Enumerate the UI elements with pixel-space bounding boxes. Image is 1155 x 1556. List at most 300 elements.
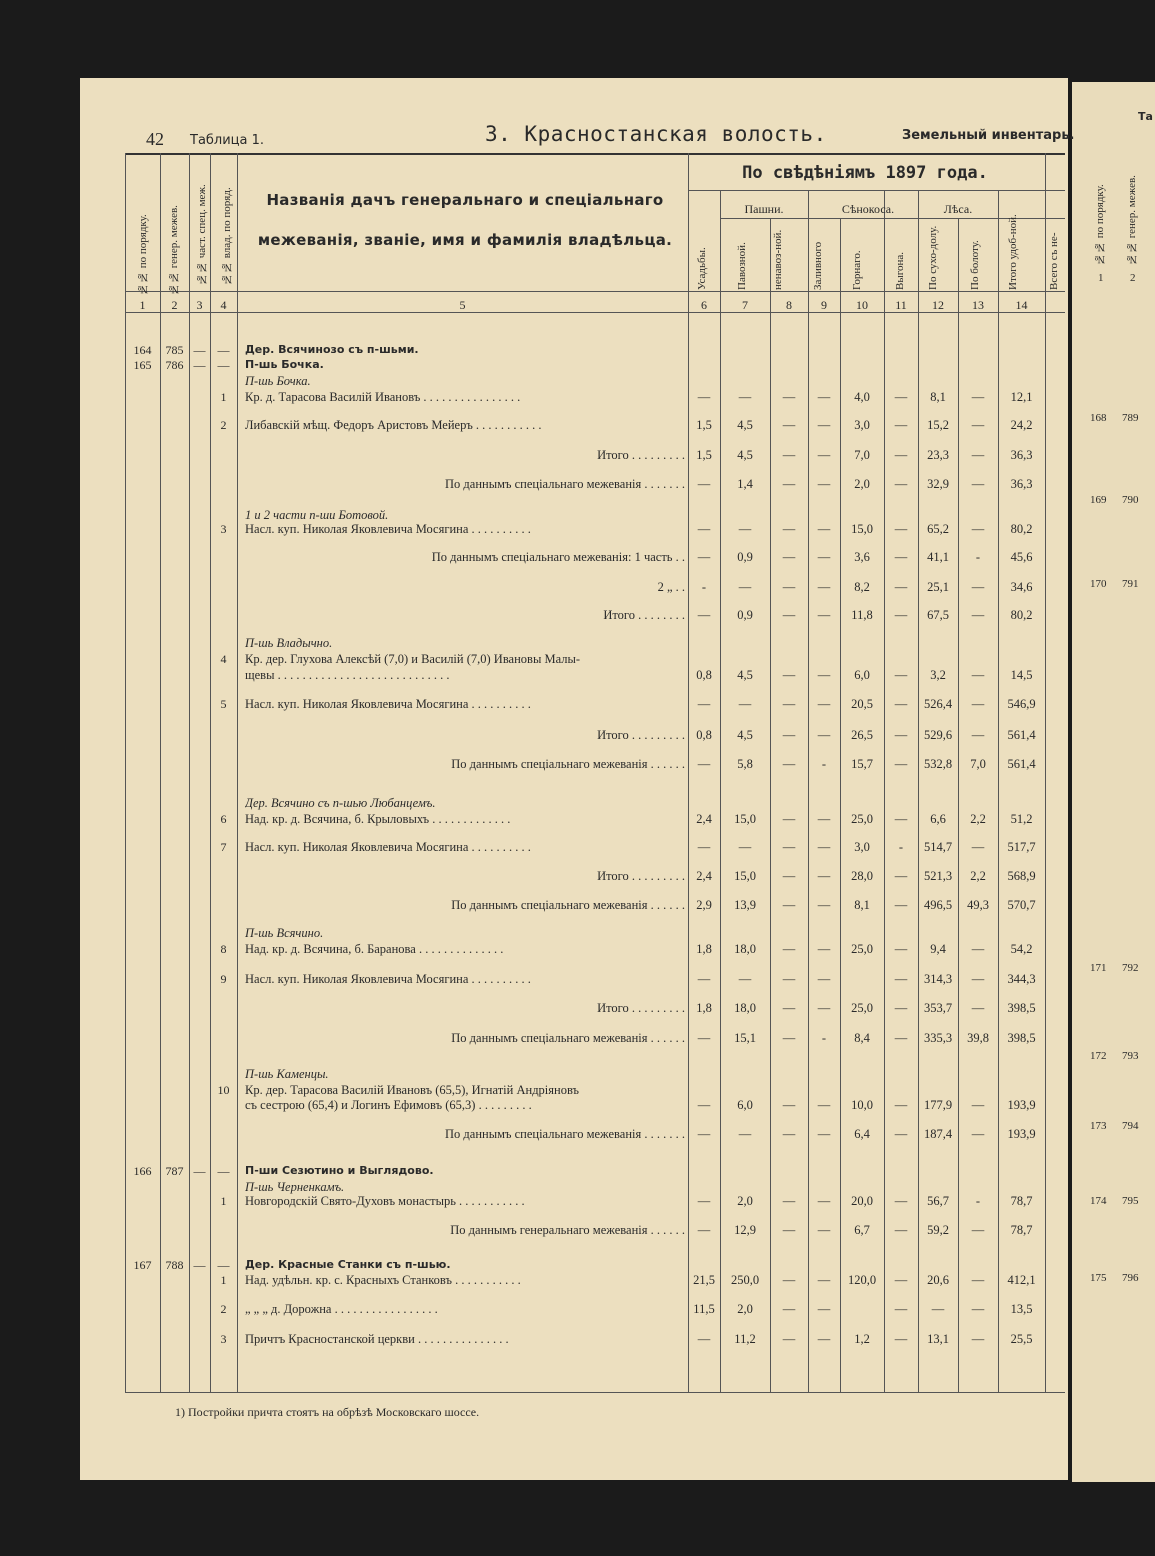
row-value-cell: 532,8 [923, 757, 953, 771]
row-index-cell: — [217, 1258, 230, 1272]
row-value-cell: — [738, 840, 752, 854]
row-value-cell: — [697, 1127, 711, 1141]
row-value-cell: 49,3 [967, 898, 989, 912]
row-description: 1 и 2 части п-ши Ботовой. [245, 508, 389, 522]
column-number: 6 [701, 298, 707, 312]
row-value-cell: — [817, 812, 831, 826]
row-value-cell: 28,0 [851, 869, 873, 883]
group-pashni: Пашни. [744, 202, 784, 216]
row-value-cell: — [782, 390, 796, 404]
row-value-cell: 8,1 [930, 390, 946, 404]
row-value-cell: — [894, 1127, 908, 1141]
row-value-cell: - [975, 1194, 981, 1208]
main-title-line1: Названія дачъ генеральнаго и спеціальнаго [266, 191, 664, 209]
row-value-cell: 36,3 [1010, 477, 1033, 491]
row-description: Над. кр. д. Всячина, б. Баранова . . . . . . . . . . . . . . [245, 942, 504, 956]
row-value-cell: — [782, 477, 796, 491]
row-value-cell: — [971, 1302, 985, 1316]
row-index-cell: — [217, 1164, 230, 1178]
right-col-header-seq: №№ по порядку. [1094, 184, 1106, 265]
right-entry-gen: 789 [1122, 412, 1139, 424]
row-value-cell: — [697, 477, 711, 491]
row-value-cell: 250,0 [730, 1273, 760, 1287]
row-value-cell: 80,2 [1010, 522, 1033, 536]
table-row [0, 757, 1155, 777]
row-value-cell: 12,9 [734, 1223, 756, 1237]
row-value-cell: 120,0 [847, 1273, 877, 1287]
row-index-cell: 2 [220, 1302, 227, 1316]
row-value-cell: — [782, 448, 796, 462]
row-description: По даннымъ спеціальнаго межеванія . . . . . . [451, 757, 685, 771]
row-value-cell: 20,0 [851, 1194, 873, 1208]
row-value-cell: — [782, 1332, 796, 1346]
row-value-cell: 15,0 [734, 812, 756, 826]
row-value-cell: — [697, 522, 711, 536]
row-value-cell: — [894, 728, 908, 742]
page-title: 3. Красностанская волость. [485, 122, 827, 146]
table-row [0, 942, 1155, 962]
row-value-cell: — [697, 550, 711, 564]
row-value-cell: — [894, 580, 908, 594]
row-description: По даннымъ генеральнаго межеванія . . . . . . [450, 1223, 685, 1237]
row-value-cell: 24,2 [1010, 418, 1033, 432]
row-description: Либавскій мѣщ. Федоръ Аристовъ Мейеръ . . . . . . . . . . . [245, 418, 542, 432]
row-value-cell: — [894, 1098, 908, 1112]
table-row [0, 697, 1155, 717]
row-index-cell: 165 [133, 358, 152, 372]
row-index-cell: 785 [165, 343, 184, 357]
right-entry-gen: 792 [1122, 962, 1139, 974]
row-value-cell: 314,3 [923, 972, 953, 986]
row-value-cell: — [894, 550, 908, 564]
column-number: 3 [196, 298, 203, 312]
column-number: 9 [821, 298, 827, 312]
row-index-cell: 787 [165, 1164, 184, 1178]
column-number: 13 [972, 298, 984, 312]
row-value-cell: 568,9 [1007, 869, 1036, 883]
row-value-cell: — [817, 580, 831, 594]
row-description: Насл. куп. Николая Яковлевича Мосягина . . . . . . . . . . [245, 840, 531, 854]
row-description: По даннымъ спеціальнаго межеванія . . . . . . [451, 898, 685, 912]
row-value-cell: — [894, 668, 908, 682]
row-value-cell: — [782, 898, 796, 912]
row-value-cell: 5,8 [737, 757, 753, 771]
row-index-cell: 1 [220, 1194, 227, 1208]
row-value-cell: — [971, 477, 985, 491]
row-value-cell: 26,5 [851, 728, 873, 742]
row-value-cell: — [894, 1302, 908, 1316]
page-number: 42 [146, 129, 164, 149]
row-value-cell: 21,5 [693, 1273, 715, 1287]
row-value-cell: 561,4 [1007, 728, 1036, 742]
row-description: Кр. дер. Тарасова Василій Ивановъ (65,5), Игнатій Андріяновъ [245, 1083, 580, 1097]
row-value-cell: 521,3 [923, 869, 953, 883]
row-value-cell: — [971, 1223, 985, 1237]
column-number: 8 [786, 298, 792, 312]
row-value-cell: — [894, 697, 908, 711]
row-description: По даннымъ спеціальнаго межеванія . . . . . . . [445, 477, 685, 491]
row-index-cell: 7 [220, 840, 227, 854]
col-header-seq: №№ по порядку. [137, 214, 149, 295]
col-header-zalivn: Заливного [812, 241, 824, 290]
row-value-cell: 529,6 [923, 728, 953, 742]
right-entry-seq: 174 [1090, 1195, 1107, 1207]
row-value-cell: 20,6 [927, 1273, 949, 1287]
row-value-cell: 412,1 [1007, 1273, 1036, 1287]
row-value-cell: 59,2 [927, 1223, 949, 1237]
row-value-cell: — [971, 668, 985, 682]
row-description: П-ши Сезютино и Выглядово. [245, 1164, 434, 1177]
row-value-cell: 193,9 [1007, 1127, 1036, 1141]
row-value-cell: 2,2 [970, 869, 986, 883]
row-value-cell: 67,5 [927, 608, 949, 622]
table-row [0, 1098, 1155, 1118]
row-value-cell: — [782, 608, 796, 622]
row-value-cell: - [898, 840, 904, 854]
right-page-title: Та [1138, 110, 1153, 123]
table-row [0, 1001, 1155, 1021]
row-value-cell: - [821, 757, 827, 771]
row-value-cell: 0,8 [696, 728, 712, 742]
row-value-cell: — [894, 812, 908, 826]
row-value-cell: — [697, 840, 711, 854]
row-value-cell: 570,7 [1007, 898, 1036, 912]
row-value-cell: — [817, 1273, 831, 1287]
row-value-cell: 78,7 [1010, 1223, 1033, 1237]
row-value-cell: 13,5 [1010, 1302, 1033, 1316]
row-value-cell: — [817, 972, 831, 986]
col-header-owner: №№ влад. по поряд. [221, 187, 233, 285]
row-index-cell: 167 [133, 1258, 152, 1272]
row-value-cell: 32,9 [927, 477, 949, 491]
row-description: Итого . . . . . . . . [603, 608, 685, 622]
row-value-cell: 4,5 [737, 448, 753, 462]
row-value-cell: 6,0 [737, 1098, 753, 1112]
row-value-cell: — [697, 1223, 711, 1237]
column-number: 12 [932, 298, 944, 312]
table-row [0, 898, 1155, 918]
row-value-cell: — [782, 580, 796, 594]
row-value-cell: 1,4 [737, 477, 753, 491]
table-row [0, 840, 1155, 860]
col-header-pavoz: Павозной. [736, 242, 748, 290]
row-value-cell: 2,0 [737, 1194, 753, 1208]
col-header-sukhodol: По сухо-долу. [927, 225, 939, 290]
row-value-cell: 10,0 [851, 1098, 873, 1112]
row-value-cell: — [782, 1223, 796, 1237]
row-value-cell: — [697, 1194, 711, 1208]
right-col-header-gen: №№ генер. межев. [1126, 175, 1138, 265]
right-entry-seq: 173 [1090, 1120, 1107, 1132]
row-value-cell: 4,0 [854, 390, 870, 404]
right-entry-gen: 794 [1122, 1120, 1139, 1132]
row-description: „ „ „ д. Дорожна . . . . . . . . . . . . . . . . . [245, 1302, 438, 1316]
row-value-cell: 15,0 [734, 869, 756, 883]
row-value-cell: 80,2 [1010, 608, 1033, 622]
table-row [0, 522, 1155, 542]
row-value-cell: — [971, 448, 985, 462]
row-value-cell: — [697, 972, 711, 986]
row-value-cell: — [971, 840, 985, 854]
table-row [0, 390, 1155, 410]
column-number: 2 [171, 298, 178, 312]
row-value-cell: 8,4 [854, 1031, 870, 1045]
row-description: П-шь Бочка. [245, 374, 311, 388]
row-value-cell: 3,0 [854, 840, 870, 854]
row-value-cell: 45,6 [1010, 550, 1033, 564]
right-entry-seq: 172 [1090, 1050, 1107, 1062]
col-header-nenavoz: ненавоз-ной. [772, 229, 784, 290]
row-value-cell: — [894, 942, 908, 956]
column-number: 1 [139, 298, 146, 312]
table-bottom-rule [125, 1392, 1065, 1393]
row-value-cell: — [782, 869, 796, 883]
row-value-cell: — [894, 869, 908, 883]
row-value-cell: — [782, 418, 796, 432]
row-value-cell: — [782, 812, 796, 826]
row-value-cell: — [971, 580, 985, 594]
table-row [0, 1332, 1155, 1352]
row-value-cell: — [971, 1332, 985, 1346]
row-value-cell: — [894, 418, 908, 432]
row-index-cell: 166 [133, 1164, 152, 1178]
row-value-cell: 13,9 [734, 898, 756, 912]
row-value-cell: 34,6 [1010, 580, 1033, 594]
row-value-cell: — [738, 972, 752, 986]
row-description: Над. кр. д. Всячина, б. Крыловыхъ . . . . . . . . . . . . . [245, 812, 511, 826]
row-value-cell: — [817, 668, 831, 682]
row-value-cell: 1,5 [696, 448, 712, 462]
row-description: Насл. куп. Николая Яковлевича Мосягина . . . . . . . . . . [245, 697, 531, 711]
row-value-cell: — [817, 869, 831, 883]
row-index-cell: 6 [220, 812, 227, 826]
row-description: Над. удѣльн. кр. с. Красныхъ Станковъ . . . . . . . . . . . [245, 1273, 521, 1287]
row-value-cell: — [782, 1127, 796, 1141]
row-value-cell: — [817, 1194, 831, 1208]
row-value-cell: 51,2 [1010, 812, 1033, 826]
row-description: щевы . . . . . . . . . . . . . . . . . . . . . . . . . . . . [245, 668, 450, 682]
column-number: 14 [1015, 298, 1028, 312]
row-value-cell: - [975, 550, 981, 564]
row-value-cell: 496,5 [923, 898, 953, 912]
row-value-cell: - [821, 1031, 827, 1045]
row-value-cell: 6,6 [930, 812, 946, 826]
row-description: П-шь Всячино. [245, 926, 324, 940]
row-description: П-шь Каменцы. [245, 1067, 329, 1081]
row-value-cell: — [782, 1031, 796, 1045]
row-value-cell: — [697, 1098, 711, 1112]
row-value-cell: 514,7 [923, 840, 953, 854]
row-value-cell: — [697, 697, 711, 711]
row-value-cell: — [738, 522, 752, 536]
table-row [0, 1223, 1155, 1243]
row-value-cell: — [817, 1332, 831, 1346]
row-description: Дер. Красные Станки съ п-шью. [245, 1258, 451, 1271]
row-value-cell: 2,4 [696, 869, 712, 883]
col-header-gorn: Горнаго. [851, 250, 863, 290]
row-value-cell: 8,1 [854, 898, 870, 912]
row-value-cell: — [971, 972, 985, 986]
row-value-cell: 2,4 [696, 812, 712, 826]
table-row [0, 448, 1155, 468]
row-value-cell: 25,5 [1010, 1332, 1033, 1346]
row-value-cell: — [738, 697, 752, 711]
header-bottom-rule [125, 291, 1065, 292]
row-value-cell: 13,1 [927, 1332, 949, 1346]
row-value-cell: 0,8 [696, 668, 712, 682]
row-value-cell: 1,5 [696, 418, 712, 432]
main-column-title [245, 180, 685, 260]
row-value-cell: 15,0 [851, 522, 873, 536]
row-value-cell: — [894, 1273, 908, 1287]
col-header-gen: №№ генер. межев. [168, 205, 180, 295]
col-header-boloto: По болоту. [969, 240, 981, 290]
row-index-cell: 164 [133, 343, 152, 357]
row-value-cell: 4,5 [737, 668, 753, 682]
right-entry-gen: 793 [1122, 1050, 1139, 1062]
col-header-usadby: Усадьбы. [696, 247, 708, 290]
row-value-cell: 193,9 [1007, 1098, 1036, 1112]
row-value-cell: 9,4 [930, 942, 946, 956]
row-value-cell: — [971, 608, 985, 622]
row-value-cell: — [817, 448, 831, 462]
row-value-cell: 2,9 [696, 898, 712, 912]
row-value-cell: — [782, 840, 796, 854]
row-value-cell: 353,7 [923, 1001, 953, 1015]
row-value-cell: — [817, 898, 831, 912]
row-value-cell: — [971, 522, 985, 536]
row-value-cell: — [894, 522, 908, 536]
column-number: 4 [220, 298, 227, 312]
right-entry-gen: 796 [1122, 1272, 1139, 1284]
row-value-cell: — [971, 1098, 985, 1112]
right-col-num-2: 2 [1130, 272, 1136, 284]
table-row [0, 608, 1155, 628]
row-value-cell: 11,2 [734, 1332, 756, 1346]
row-value-cell: — [971, 418, 985, 432]
row-value-cell: 344,3 [1007, 972, 1036, 986]
row-value-cell: — [697, 390, 711, 404]
row-value-cell: 0,9 [737, 550, 753, 564]
table-row [0, 812, 1155, 832]
table-row [0, 668, 1155, 688]
row-description: П-шь Владычно. [245, 636, 333, 650]
row-value-cell: — [782, 972, 796, 986]
row-value-cell: 25,0 [851, 942, 873, 956]
row-value-cell: 11,5 [693, 1302, 715, 1316]
col-header-vygon: Выгона. [894, 252, 906, 290]
row-value-cell: — [697, 757, 711, 771]
row-value-cell: 18,0 [734, 1001, 756, 1015]
column-number: 10 [856, 298, 868, 312]
row-value-cell: 2,0 [737, 1302, 753, 1316]
row-value-cell: 25,1 [927, 580, 949, 594]
row-description: Дер. Всячино съ п-шью Любанцемъ. [245, 796, 436, 810]
row-index-cell: 3 [220, 522, 227, 536]
row-value-cell: — [894, 448, 908, 462]
row-value-cell: 517,7 [1007, 840, 1036, 854]
row-value-cell: 546,9 [1007, 697, 1036, 711]
row-value-cell: 3,2 [930, 668, 946, 682]
row-value-cell: — [817, 1098, 831, 1112]
row-value-cell: — [782, 1302, 796, 1316]
table-row [0, 728, 1155, 748]
row-value-cell: 398,5 [1007, 1001, 1036, 1015]
table-row [0, 1127, 1155, 1147]
row-value-cell: — [971, 1273, 985, 1287]
row-value-cell: — [817, 1127, 831, 1141]
row-value-cell: 3,0 [854, 418, 870, 432]
row-value-cell: — [782, 1273, 796, 1287]
row-value-cell: 187,4 [923, 1127, 953, 1141]
right-entry-seq: 169 [1090, 494, 1107, 506]
column-number: 11 [895, 298, 907, 312]
row-index-cell: 788 [165, 1258, 184, 1272]
row-value-cell: — [894, 757, 908, 771]
row-value-cell: 20,5 [851, 697, 873, 711]
row-index-cell: — [193, 358, 206, 372]
row-value-cell: — [817, 1223, 831, 1237]
row-index-cell: — [193, 1258, 206, 1272]
row-value-cell: — [817, 550, 831, 564]
row-value-cell: — [894, 1031, 908, 1045]
row-index-cell: 9 [220, 972, 227, 986]
col-header-itogo-udobn: Итого удоб-ной. [1007, 214, 1019, 290]
row-value-cell: 56,7 [927, 1194, 949, 1208]
column-number: 5 [459, 298, 466, 312]
row-value-cell: — [931, 1302, 945, 1316]
row-value-cell: — [817, 608, 831, 622]
row-description: съ сестрою (65,4) и Логинъ Ефимовъ (65,3) . . . . . . . . . [245, 1098, 532, 1112]
right-entry-gen: 791 [1122, 578, 1139, 590]
row-value-cell: — [971, 390, 985, 404]
col-header-vsego: Всего съ не- [1048, 232, 1060, 290]
table-row [0, 1273, 1155, 1293]
row-value-cell: — [782, 728, 796, 742]
row-value-cell: 561,4 [1007, 757, 1036, 771]
row-value-cell: 2,0 [854, 477, 870, 491]
row-value-cell: 0,9 [737, 608, 753, 622]
table-row [0, 580, 1155, 600]
row-value-cell: — [782, 1194, 796, 1208]
right-entry-seq: 171 [1090, 962, 1107, 974]
row-value-cell: — [971, 1001, 985, 1015]
row-description: П-шь Бочка. [245, 358, 324, 371]
row-description: Насл. куп. Николая Яковлевича Мосягина . . . . . . . . . . [245, 522, 531, 536]
row-value-cell: — [782, 1098, 796, 1112]
row-index-cell: 786 [165, 358, 184, 372]
row-value-cell: — [782, 522, 796, 536]
row-index-cell: 2 [220, 418, 227, 432]
row-value-cell: 18,0 [734, 942, 756, 956]
table-label: Таблица 1. [190, 133, 265, 148]
row-value-cell: 8,2 [854, 580, 870, 594]
row-value-cell: — [782, 757, 796, 771]
row-value-cell: — [782, 942, 796, 956]
row-value-cell: — [738, 390, 752, 404]
row-index-cell: — [193, 1164, 206, 1178]
row-value-cell: 11,8 [851, 608, 873, 622]
column-number: 7 [742, 298, 748, 312]
row-description: По даннымъ спеціальнаго межеванія . . . . . . [451, 1031, 685, 1045]
row-description: Итого . . . . . . . . . [597, 728, 685, 742]
row-value-cell: — [894, 898, 908, 912]
row-value-cell: 4,5 [737, 728, 753, 742]
row-value-cell: 1,8 [696, 1001, 712, 1015]
running-head: Земельный инвентарь. [902, 128, 1075, 143]
row-description: Кр. д. Тарасова Василій Ивановъ . . . . . . . . . . . . . . . . [245, 390, 521, 404]
row-value-cell: — [894, 972, 908, 986]
